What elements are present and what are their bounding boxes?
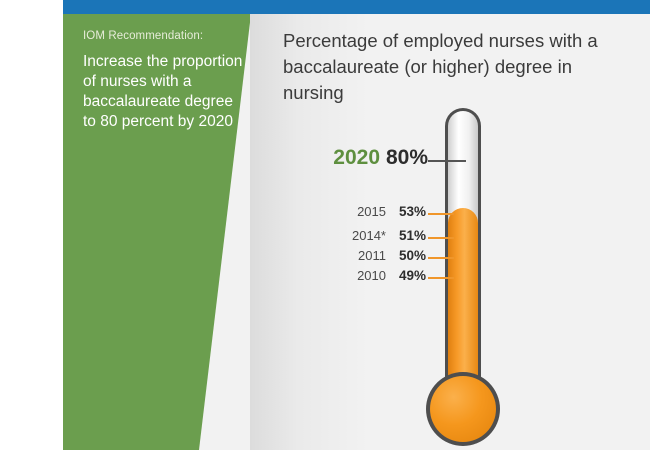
year-label-2010: 2010 — [357, 268, 386, 283]
recommendation-panel — [63, 14, 250, 450]
chart-panel — [250, 14, 650, 450]
leader-line-2014 — [428, 237, 454, 239]
goal-value-label: 80% — [385, 146, 428, 169]
value-label-2010: 49% — [398, 268, 426, 283]
leader-line-2015 — [428, 213, 454, 215]
year-label-2015: 2015 — [357, 204, 386, 219]
chart-title: Percentage of employed nurses with a baccalaureate (or higher) degree in nursing — [283, 30, 598, 103]
leader-line-2011 — [428, 257, 454, 259]
data-row-2011 — [250, 248, 440, 268]
value-label-2011: 50% — [398, 248, 426, 263]
recommendation-label: IOM Recommendation: — [83, 30, 204, 42]
data-row-2014 — [250, 228, 440, 248]
left-gutter — [0, 0, 63, 450]
goal-row — [230, 146, 440, 174]
panel-diagonal-edge — [199, 14, 251, 450]
thermometer-bulb — [430, 376, 496, 442]
year-label-2014: 2014* — [352, 228, 386, 243]
recommendation-text: Increase the proportion of nurses with a baccalaureate degree to 80 percent by 2020 — [83, 53, 243, 130]
goal-year-label: 2020 — [333, 146, 380, 169]
value-label-2014: 51% — [398, 228, 426, 243]
data-row-2010 — [250, 268, 440, 288]
top-accent-bar — [63, 0, 650, 14]
leader-line-2010 — [428, 277, 454, 279]
goal-leader-line — [428, 160, 466, 162]
value-label-2015: 53% — [398, 204, 426, 219]
year-label-2011: 2011 — [358, 248, 386, 263]
data-row-2015 — [250, 204, 440, 224]
